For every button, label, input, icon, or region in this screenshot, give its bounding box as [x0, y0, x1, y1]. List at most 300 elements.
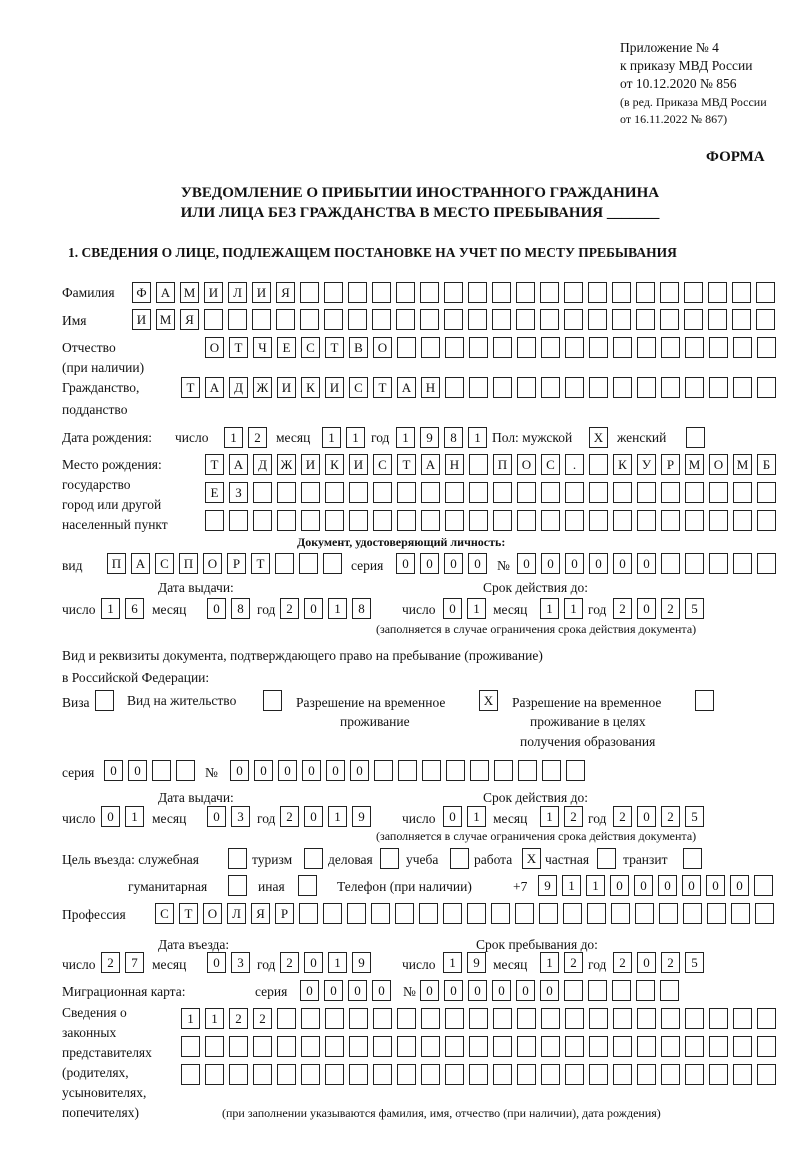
char-box[interactable] — [229, 1064, 248, 1085]
char-box[interactable] — [661, 337, 680, 358]
char-box[interactable] — [636, 309, 655, 330]
char-box[interactable] — [661, 377, 680, 398]
char-box[interactable] — [566, 760, 585, 781]
char-box[interactable] — [445, 1036, 464, 1057]
char-box[interactable]: 2 — [280, 806, 299, 827]
char-box[interactable] — [152, 760, 171, 781]
char-box[interactable] — [660, 309, 679, 330]
char-box[interactable] — [539, 903, 558, 924]
char-box[interactable] — [733, 553, 752, 574]
char-box[interactable]: 1 — [322, 427, 341, 448]
char-box[interactable]: 1 — [468, 427, 487, 448]
char-box[interactable]: 2 — [280, 598, 299, 619]
char-box[interactable] — [469, 1064, 488, 1085]
char-box[interactable]: 1 — [328, 806, 347, 827]
char-box[interactable] — [659, 903, 678, 924]
char-box[interactable]: С — [155, 903, 174, 924]
char-box[interactable] — [563, 903, 582, 924]
char-box[interactable] — [565, 377, 584, 398]
char-box[interactable]: 1 — [396, 427, 415, 448]
char-box[interactable]: А — [131, 553, 150, 574]
char-box[interactable] — [661, 510, 680, 531]
char-box[interactable] — [446, 760, 465, 781]
char-box[interactable]: 1 — [328, 598, 347, 619]
char-box[interactable]: О — [205, 337, 224, 358]
char-box[interactable] — [733, 337, 752, 358]
char-box[interactable] — [373, 1036, 392, 1057]
char-box[interactable]: К — [613, 454, 632, 475]
char-box[interactable]: 1 — [125, 806, 144, 827]
char-box[interactable] — [300, 309, 319, 330]
char-box[interactable] — [637, 337, 656, 358]
char-box[interactable] — [637, 1064, 656, 1085]
char-box[interactable]: 9 — [467, 952, 486, 973]
char-box[interactable] — [371, 903, 390, 924]
char-box[interactable] — [707, 903, 726, 924]
char-box[interactable]: Т — [325, 337, 344, 358]
char-box[interactable] — [709, 1036, 728, 1057]
char-box[interactable] — [541, 1036, 560, 1057]
char-box[interactable]: Т — [229, 337, 248, 358]
char-box[interactable]: 1 — [101, 598, 120, 619]
char-box[interactable]: Р — [275, 903, 294, 924]
char-box[interactable] — [420, 282, 439, 303]
char-box[interactable] — [253, 482, 272, 503]
char-box[interactable] — [757, 1036, 776, 1057]
char-box[interactable] — [588, 309, 607, 330]
char-box[interactable]: Я — [276, 282, 295, 303]
char-box[interactable] — [445, 337, 464, 358]
char-box[interactable]: 2 — [564, 952, 583, 973]
char-box[interactable] — [468, 309, 487, 330]
char-box[interactable] — [205, 1064, 224, 1085]
char-box[interactable]: 0 — [540, 980, 559, 1001]
char-box[interactable]: 0 — [443, 806, 462, 827]
char-box[interactable]: Ф — [132, 282, 151, 303]
char-box[interactable] — [422, 760, 441, 781]
char-box[interactable] — [325, 510, 344, 531]
char-box[interactable] — [685, 553, 704, 574]
char-box[interactable] — [228, 875, 247, 896]
char-box[interactable]: Я — [251, 903, 270, 924]
char-box[interactable]: 0 — [420, 553, 439, 574]
char-box[interactable] — [450, 848, 469, 869]
char-box[interactable] — [565, 482, 584, 503]
char-box[interactable]: Ж — [277, 454, 296, 475]
char-box[interactable]: И — [132, 309, 151, 330]
char-box[interactable]: Т — [397, 454, 416, 475]
char-box[interactable]: Е — [205, 482, 224, 503]
char-box[interactable] — [685, 482, 704, 503]
char-box[interactable] — [205, 1036, 224, 1057]
char-box[interactable]: И — [252, 282, 271, 303]
char-box[interactable] — [373, 482, 392, 503]
char-box[interactable] — [709, 482, 728, 503]
char-box[interactable] — [323, 553, 342, 574]
char-box[interactable]: 1 — [540, 598, 559, 619]
char-box[interactable] — [349, 482, 368, 503]
char-box[interactable] — [276, 309, 295, 330]
char-box[interactable] — [589, 1064, 608, 1085]
char-box[interactable] — [516, 309, 535, 330]
char-box[interactable] — [277, 1064, 296, 1085]
char-box[interactable]: 9 — [352, 952, 371, 973]
char-box[interactable]: 0 — [637, 952, 656, 973]
char-box[interactable] — [229, 510, 248, 531]
char-box[interactable] — [588, 980, 607, 1001]
char-box[interactable]: 1 — [443, 952, 462, 973]
char-box[interactable] — [176, 760, 195, 781]
char-box[interactable]: X — [589, 427, 608, 448]
char-box[interactable] — [373, 1008, 392, 1029]
char-box[interactable] — [325, 1064, 344, 1085]
char-box[interactable]: Б — [757, 454, 776, 475]
char-box[interactable]: 0 — [468, 553, 487, 574]
char-box[interactable] — [445, 1064, 464, 1085]
char-box[interactable] — [733, 1064, 752, 1085]
char-box[interactable] — [757, 377, 776, 398]
char-box[interactable] — [493, 1064, 512, 1085]
char-box[interactable] — [348, 309, 367, 330]
char-box[interactable] — [733, 377, 752, 398]
char-box[interactable] — [421, 1036, 440, 1057]
char-box[interactable] — [419, 903, 438, 924]
char-box[interactable]: 0 — [420, 980, 439, 1001]
char-box[interactable] — [732, 309, 751, 330]
char-box[interactable] — [637, 1008, 656, 1029]
char-box[interactable] — [660, 282, 679, 303]
char-box[interactable] — [299, 903, 318, 924]
char-box[interactable] — [709, 1008, 728, 1029]
char-box[interactable] — [635, 903, 654, 924]
char-box[interactable] — [277, 1036, 296, 1057]
char-box[interactable] — [589, 482, 608, 503]
char-box[interactable]: 0 — [254, 760, 273, 781]
char-box[interactable]: 0 — [207, 952, 226, 973]
char-box[interactable] — [588, 282, 607, 303]
char-box[interactable] — [445, 482, 464, 503]
char-box[interactable]: 9 — [420, 427, 439, 448]
char-box[interactable] — [613, 1008, 632, 1029]
char-box[interactable]: 0 — [637, 806, 656, 827]
char-box[interactable] — [611, 903, 630, 924]
char-box[interactable] — [373, 510, 392, 531]
char-box[interactable] — [300, 282, 319, 303]
char-box[interactable] — [661, 1036, 680, 1057]
char-box[interactable]: Т — [205, 454, 224, 475]
char-box[interactable]: 1 — [586, 875, 605, 896]
char-box[interactable]: Д — [253, 454, 272, 475]
char-box[interactable]: 0 — [104, 760, 123, 781]
char-box[interactable]: 0 — [682, 875, 701, 896]
char-box[interactable] — [564, 282, 583, 303]
char-box[interactable]: 0 — [396, 553, 415, 574]
char-box[interactable] — [372, 282, 391, 303]
char-box[interactable]: 0 — [324, 980, 343, 1001]
char-box[interactable]: 0 — [101, 806, 120, 827]
char-box[interactable] — [491, 903, 510, 924]
char-box[interactable]: 2 — [280, 952, 299, 973]
char-box[interactable]: 0 — [613, 553, 632, 574]
char-box[interactable]: 0 — [541, 553, 560, 574]
char-box[interactable] — [756, 282, 775, 303]
char-box[interactable] — [205, 510, 224, 531]
char-box[interactable] — [541, 510, 560, 531]
char-box[interactable]: 1 — [562, 875, 581, 896]
char-box[interactable] — [685, 1036, 704, 1057]
char-box[interactable]: 0 — [348, 980, 367, 1001]
char-box[interactable] — [229, 1036, 248, 1057]
char-box[interactable]: В — [349, 337, 368, 358]
char-box[interactable]: 0 — [634, 875, 653, 896]
char-box[interactable] — [469, 1036, 488, 1057]
char-box[interactable] — [755, 903, 774, 924]
char-box[interactable] — [612, 282, 631, 303]
char-box[interactable] — [301, 510, 320, 531]
char-box[interactable]: 2 — [613, 598, 632, 619]
char-box[interactable] — [380, 848, 399, 869]
char-box[interactable] — [685, 377, 704, 398]
char-box[interactable] — [494, 760, 513, 781]
char-box[interactable]: М — [180, 282, 199, 303]
char-box[interactable]: А — [397, 377, 416, 398]
char-box[interactable] — [301, 1008, 320, 1029]
char-box[interactable]: 2 — [229, 1008, 248, 1029]
char-box[interactable] — [660, 980, 679, 1001]
char-box[interactable]: Т — [179, 903, 198, 924]
char-box[interactable]: И — [204, 282, 223, 303]
char-box[interactable] — [708, 309, 727, 330]
char-box[interactable] — [349, 510, 368, 531]
char-box[interactable] — [493, 1036, 512, 1057]
char-box[interactable]: 5 — [685, 952, 704, 973]
char-box[interactable]: 9 — [538, 875, 557, 896]
char-box[interactable] — [757, 510, 776, 531]
char-box[interactable] — [541, 1008, 560, 1029]
char-box[interactable] — [542, 760, 561, 781]
char-box[interactable] — [661, 553, 680, 574]
char-box[interactable]: 2 — [661, 952, 680, 973]
char-box[interactable] — [589, 510, 608, 531]
char-box[interactable] — [754, 875, 773, 896]
char-box[interactable]: 0 — [492, 980, 511, 1001]
char-box[interactable] — [685, 1064, 704, 1085]
char-box[interactable]: Л — [228, 282, 247, 303]
char-box[interactable] — [469, 337, 488, 358]
char-box[interactable]: 0 — [304, 598, 323, 619]
char-box[interactable] — [492, 282, 511, 303]
char-box[interactable] — [95, 690, 114, 711]
char-box[interactable] — [493, 337, 512, 358]
char-box[interactable]: 1 — [540, 806, 559, 827]
char-box[interactable] — [636, 282, 655, 303]
char-box[interactable] — [518, 760, 537, 781]
char-box[interactable] — [541, 1064, 560, 1085]
char-box[interactable] — [467, 903, 486, 924]
char-box[interactable]: Н — [445, 454, 464, 475]
char-box[interactable]: 0 — [468, 980, 487, 1001]
char-box[interactable]: О — [373, 337, 392, 358]
char-box[interactable]: Л — [227, 903, 246, 924]
char-box[interactable] — [373, 1064, 392, 1085]
char-box[interactable] — [421, 1008, 440, 1029]
char-box[interactable] — [324, 282, 343, 303]
char-box[interactable]: Р — [661, 454, 680, 475]
char-box[interactable] — [597, 848, 616, 869]
char-box[interactable] — [277, 510, 296, 531]
char-box[interactable] — [565, 1036, 584, 1057]
char-box[interactable]: 1 — [346, 427, 365, 448]
char-box[interactable] — [469, 510, 488, 531]
char-box[interactable]: 0 — [637, 553, 656, 574]
char-box[interactable] — [301, 482, 320, 503]
char-box[interactable]: 3 — [231, 806, 250, 827]
char-box[interactable]: У — [637, 454, 656, 475]
char-box[interactable] — [325, 482, 344, 503]
char-box[interactable] — [253, 510, 272, 531]
char-box[interactable] — [421, 482, 440, 503]
char-box[interactable] — [277, 1008, 296, 1029]
char-box[interactable] — [469, 1008, 488, 1029]
char-box[interactable]: 1 — [564, 598, 583, 619]
char-box[interactable] — [349, 1036, 368, 1057]
char-box[interactable] — [589, 337, 608, 358]
char-box[interactable] — [686, 427, 705, 448]
char-box[interactable]: А — [156, 282, 175, 303]
char-box[interactable]: 0 — [444, 553, 463, 574]
char-box[interactable] — [301, 1064, 320, 1085]
char-box[interactable] — [396, 282, 415, 303]
char-box[interactable] — [398, 760, 417, 781]
char-box[interactable]: 3 — [231, 952, 250, 973]
char-box[interactable] — [493, 510, 512, 531]
char-box[interactable]: И — [325, 377, 344, 398]
char-box[interactable] — [757, 337, 776, 358]
char-box[interactable] — [757, 1008, 776, 1029]
char-box[interactable] — [396, 309, 415, 330]
char-box[interactable] — [469, 377, 488, 398]
char-box[interactable]: 1 — [328, 952, 347, 973]
char-box[interactable]: 0 — [444, 980, 463, 1001]
char-box[interactable]: О — [709, 454, 728, 475]
char-box[interactable] — [492, 309, 511, 330]
char-box[interactable] — [263, 690, 282, 711]
char-box[interactable]: Т — [251, 553, 270, 574]
char-box[interactable] — [445, 510, 464, 531]
char-box[interactable] — [757, 1064, 776, 1085]
char-box[interactable] — [733, 1008, 752, 1029]
char-box[interactable]: 0 — [658, 875, 677, 896]
char-box[interactable] — [204, 309, 223, 330]
char-box[interactable]: X — [479, 690, 498, 711]
char-box[interactable]: 0 — [302, 760, 321, 781]
char-box[interactable]: 8 — [444, 427, 463, 448]
char-box[interactable] — [372, 309, 391, 330]
char-box[interactable]: 9 — [352, 806, 371, 827]
char-box[interactable] — [517, 1008, 536, 1029]
char-box[interactable] — [470, 760, 489, 781]
char-box[interactable] — [709, 1064, 728, 1085]
char-box[interactable]: 0 — [304, 952, 323, 973]
char-box[interactable] — [733, 1036, 752, 1057]
char-box[interactable] — [181, 1036, 200, 1057]
char-box[interactable] — [349, 1008, 368, 1029]
char-box[interactable]: И — [277, 377, 296, 398]
char-box[interactable]: 0 — [516, 980, 535, 1001]
char-box[interactable] — [517, 510, 536, 531]
char-box[interactable]: Е — [277, 337, 296, 358]
char-box[interactable] — [395, 903, 414, 924]
char-box[interactable]: 0 — [278, 760, 297, 781]
char-box[interactable]: 0 — [637, 598, 656, 619]
char-box[interactable] — [685, 1008, 704, 1029]
char-box[interactable] — [564, 309, 583, 330]
char-box[interactable]: Я — [180, 309, 199, 330]
char-box[interactable] — [709, 553, 728, 574]
char-box[interactable] — [252, 309, 271, 330]
char-box[interactable]: П — [493, 454, 512, 475]
char-box[interactable]: 5 — [685, 806, 704, 827]
char-box[interactable] — [301, 1036, 320, 1057]
char-box[interactable] — [421, 1064, 440, 1085]
char-box[interactable]: 8 — [231, 598, 250, 619]
char-box[interactable]: О — [517, 454, 536, 475]
char-box[interactable] — [587, 903, 606, 924]
char-box[interactable] — [612, 980, 631, 1001]
char-box[interactable] — [228, 309, 247, 330]
char-box[interactable] — [733, 482, 752, 503]
char-box[interactable] — [397, 482, 416, 503]
char-box[interactable] — [613, 1036, 632, 1057]
char-box[interactable] — [228, 848, 247, 869]
char-box[interactable] — [565, 337, 584, 358]
char-box[interactable]: 2 — [613, 952, 632, 973]
char-box[interactable] — [709, 337, 728, 358]
char-box[interactable] — [517, 1036, 536, 1057]
char-box[interactable]: 0 — [128, 760, 147, 781]
char-box[interactable] — [709, 510, 728, 531]
char-box[interactable] — [565, 510, 584, 531]
char-box[interactable]: 2 — [661, 598, 680, 619]
char-box[interactable]: С — [349, 377, 368, 398]
char-box[interactable] — [515, 903, 534, 924]
char-box[interactable] — [517, 377, 536, 398]
char-box[interactable]: С — [155, 553, 174, 574]
char-box[interactable] — [374, 760, 393, 781]
char-box[interactable] — [421, 510, 440, 531]
char-box[interactable] — [731, 903, 750, 924]
char-box[interactable] — [637, 1036, 656, 1057]
char-box[interactable]: М — [685, 454, 704, 475]
char-box[interactable] — [709, 377, 728, 398]
char-box[interactable]: 1 — [224, 427, 243, 448]
char-box[interactable] — [397, 1064, 416, 1085]
char-box[interactable] — [421, 337, 440, 358]
char-box[interactable] — [397, 337, 416, 358]
char-box[interactable] — [589, 377, 608, 398]
char-box[interactable]: 5 — [685, 598, 704, 619]
char-box[interactable]: Т — [181, 377, 200, 398]
char-box[interactable]: К — [301, 377, 320, 398]
char-box[interactable] — [348, 282, 367, 303]
char-box[interactable] — [469, 482, 488, 503]
char-box[interactable]: 0 — [589, 553, 608, 574]
char-box[interactable] — [685, 510, 704, 531]
char-box[interactable] — [181, 1064, 200, 1085]
char-box[interactable]: Р — [227, 553, 246, 574]
char-box[interactable] — [613, 482, 632, 503]
char-box[interactable]: X — [522, 848, 541, 869]
